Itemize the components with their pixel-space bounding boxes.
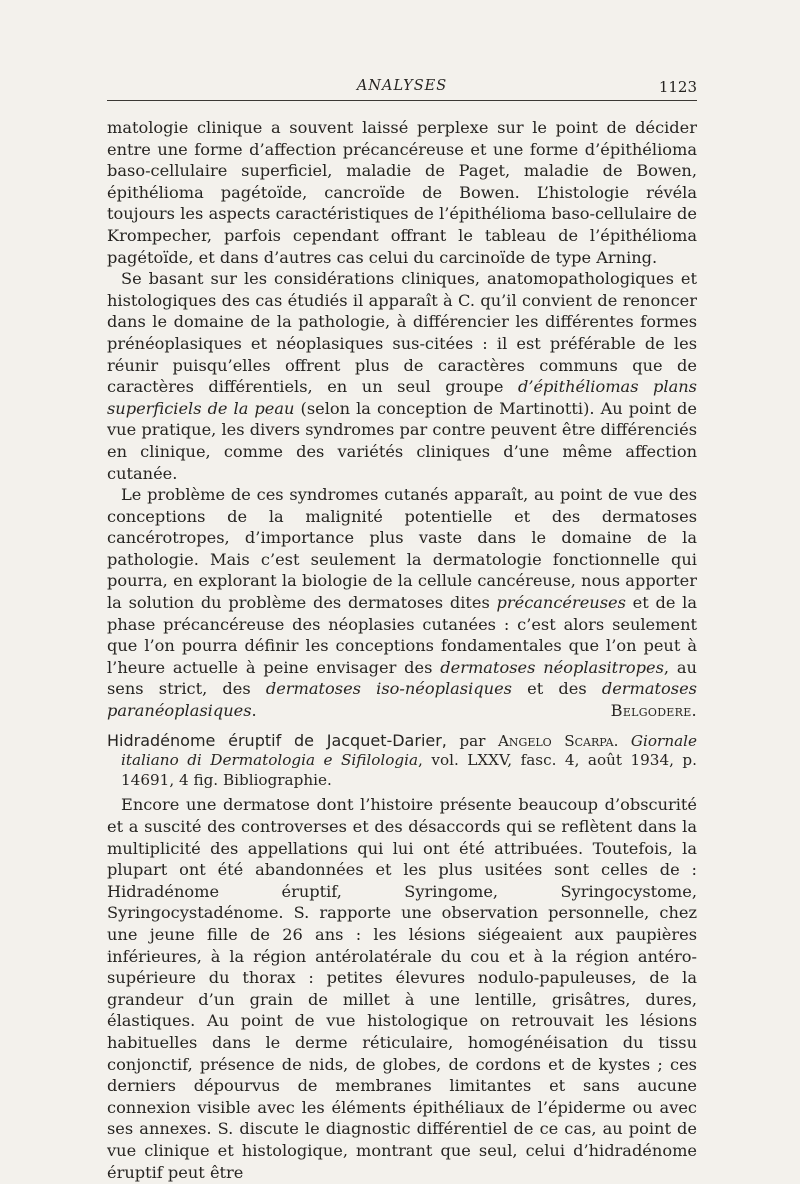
italic-term: dermatoses néoplasitropes: [440, 657, 664, 677]
text-run: Se basant sur les considérations cliniques, anatomopathologiques et histologiques des cas étudiés il apparaît à C. qu’il convient de renoncer dans le domaine de la pathologie, à différencier les différentes formes prénéoplasiques et néoplasiques sus-citées : il est préférable de les réunir puisqu’elles offrent plus de caractères communs que de caractères différentiels, en un seul groupe: [107, 269, 697, 397]
article-title: Hidradénome éruptif de Jacquet-Darier,: [107, 730, 447, 750]
page-number: 1123: [658, 78, 697, 96]
text-run: et de la phase précancéreuse des néoplasies cutanées : c’est alors seulement que l’on pourra définir les conceptions fondamentales que l’on peut à l’heure actuelle à peine envisager des: [107, 593, 697, 677]
italic-term: dermatoses iso-néoplasiques: [265, 679, 512, 699]
running-head: [107, 76, 697, 101]
article-author: Angelo Scarpa: [497, 731, 614, 750]
review2-heading: [107, 731, 697, 791]
text-run: et des: [511, 679, 602, 699]
review1-paragraph-3: [107, 484, 697, 722]
text-run: , au sens strict, des: [107, 657, 697, 699]
review1-paragraph-1: matologie clinique a souvent laissé perplexe sur le point de décider entre une forme d’affection précancéreuse et une forme d’épithélioma baso-cellulaire superficiel, maladie de Paget, maladie de Bowen, épithélioma pagétoïde, cancroïde de Bowen. L’histologie révéla toujours les aspects caractéristiques de l’épithélioma baso-cellulaire de Krompecher, parfois cependant offrant le tableau de l’épithélioma pagétoïde, et dans d’autres cas celui du carcinoïde de type Arning.: [107, 118, 697, 267]
text-run: .: [251, 701, 257, 721]
text-run: (selon la conception de Martinotti). Au point de vue pratique, les divers syndromes par contre peuvent être différenciés en clinique, comme des variétés cliniques d’une même affection cutanée.: [107, 398, 697, 483]
text-run: .: [613, 731, 631, 750]
running-title: ANALYSES: [356, 78, 448, 94]
text-run: Le problème de ces syndromes cutanés apparaît, au point de vue des conceptions de la malignité potentielle et des dermatoses cancérotropes, d’importance plus vaste dans le domaine de la pathologie. Mais c’est seulement la dermatologie fonctionnelle qui pourra, en explorant la biologie de la cellule cancéreuse, nous apporter la solution du problème des dermatoses dites: [107, 485, 697, 613]
review1-paragraph-2: [107, 268, 697, 484]
citation: , vol. LXXV, fasc. 4, août 1934, p. 14691, 4 fig. Bibliographie.: [121, 751, 697, 789]
review2-paragraph-1: Encore une dermatose dont l’histoire présente beaucoup d’obscurité et a suscité des controverses et des désaccords qui se reflètent dans la multiplicité des appellations qui lui ont été attribuées. Toutefois, la plupart ont été abandonnées et les plus usitées sont celles de : Hidradénome éruptif, Syringome, Syringocystome, Syringocystadénome. S. rapporte une observation personnelle, chez une jeune fille de 26 ans : les lésions siégeaient aux paupières inférieures, à la région antérolatérale du cou et à la région antéro-supérieure du thorax : petites élevures nodulo-papuleuses, de la grandeur d’un grain de millet à une lentille, grisâtres, dures, élastiques. Au point de vue histologique on retrouvait les lésions habituelles dans le derme réticulaire, homogénéisation du tissu conjonctif, présence de nids, de globes, de cordons et de kystes ; ces derniers dépourvus de membranes limitantes et sans aucune connexion visible avec les éléments épithéliaux de l’épiderme ou avec ses annexes. S. discute le diagnostic différentiel de ce cas, au point de vue clinique et histologique, montrant que seul, celui d’hidradénome éruptif peut être: [107, 795, 697, 1182]
reviewer-signature: Belgodere.: [610, 701, 697, 721]
text-run: par: [446, 731, 498, 750]
journal-page: [107, 76, 697, 1183]
italic-term: dermatoses paranéoplasiques: [107, 679, 697, 721]
journal-name: Giornale italiano di Dermatologia e Sifilologia: [121, 731, 697, 770]
italic-term: d’épithéliomas plans superficiels de la peau: [107, 377, 697, 418]
italic-term: précancéreuses: [496, 593, 626, 613]
